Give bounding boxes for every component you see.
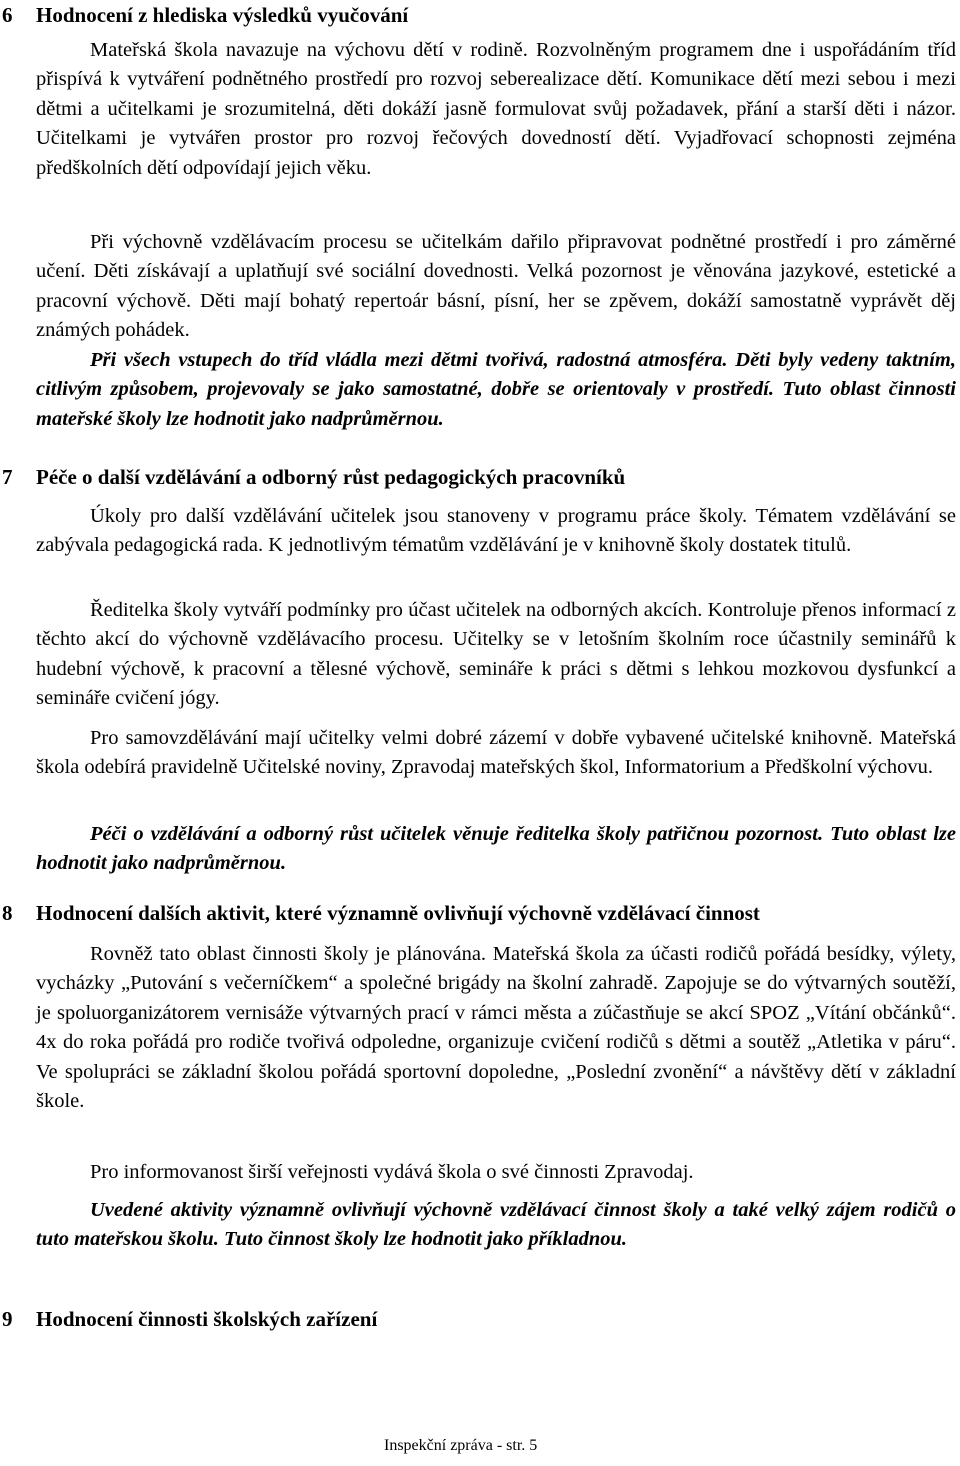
paragraph: Pro samovzdělávání mají učitelky velmi dobré zázemí v dobře vybavené učitelské knihovně. Mateřská škola odebírá pravidelně Učitelské noviny, Zpravodaj mateřských škol, Informatorium a Předškolní výchovu.: [36, 727, 956, 779]
section-title: Péče o další vzdělávání a odborný růst pedagogických pracovníků: [36, 465, 626, 489]
paragraph: Pro informovanost širší veřejnosti vydává škola o své činnosti Zpravodaj.: [90, 1161, 694, 1183]
section-number: 7: [2, 465, 13, 489]
section-number: 9: [2, 1307, 13, 1331]
paragraph: Mateřská škola navazuje na výchovu dětí v rodině. Rozvolněným programem dne i uspořádáním tříd přispívá k vytváření podnětného prostředí pro rozvoj seberealizace dětí. Komunikace dětí mezi sebou i mezi dětmi a učitelkami je srozumitelná, děti dokáží jasně formulovat svůj požadavek, přání a starší děti i názor. Učitelkami je vytvářen prostor pro rozvoj řečových dovedností dětí. Vyjadřovací schopnosti zejména předškolních dětí odpovídají jejich věku.: [36, 39, 956, 179]
section-title: Hodnocení činnosti školských zařízení: [36, 1307, 378, 1331]
section-title: Hodnocení dalších aktivit, které významně ovlivňují výchovně vzdělávací činnost: [36, 901, 760, 925]
section-conclusion: Uvedené aktivity významně ovlivňují výchovně vzdělávací činnost školy a také velký zájem rodičů o tuto mateřskou školu. Tuto činnost školy lze hodnotit jako příkladnou.: [36, 1199, 956, 1251]
section-number: 8: [2, 901, 13, 925]
section-title: Hodnocení z hlediska výsledků vyučování: [36, 3, 409, 27]
section-conclusion: Péči o vzdělávání a odborný růst učitelek věnuje ředitelka školy patřičnou pozornost. Tuto oblast lze hodnotit jako nadprůměrnou.: [36, 823, 956, 875]
paragraph: Rovněž tato oblast činnosti školy je plánována. Mateřská škola za účasti rodičů pořádá besídky, výlety, vycházky „Putování s večerníčkem“ a společné brigády na školní zahradě. Zapojuje se do výtvarných soutěží, je spoluorganizátorem vernisáže výtvarných prací v rámci města a zúčastňuje se akcí SPOZ „Vítání občánků“. 4x do roka pořádá pro rodiče tvořivá odpoledne, organizuje cvičení rodičů s dětmi a soutěž „Atletika v páru“. Ve spolupráci se základní školou pořádá sportovní dopoledne, „Poslední zvonění“ a návštěvy dětí v základní škole.: [36, 943, 956, 1113]
paragraph: Při výchovně vzdělávacím procesu se učitelkám dařilo připravovat podnětné prostředí i pro záměrné učení. Děti získávají a uplatňují své sociální dovednosti. Velká pozornost je věnována jazykové, estetické a pracovní výchově. Děti mají bohatý repertoár básní, písní, her se zpěvem, dokáží samostatně vyprávět děj známých pohádek.: [36, 231, 956, 342]
section-number: 6: [2, 3, 13, 27]
page-footer: Inspekční zpráva - str. 5: [384, 1437, 538, 1454]
section-conclusion: Při všech vstupech do tříd vládla mezi dětmi tvořivá, radostná atmosféra. Děti byly vedeny taktním, citlivým způsobem, projevovaly se jako samostatné, dobře se orientovaly v prostředí. Tuto oblast činnosti mateřské školy lze hodnotit jako nadprůměrnou.: [36, 349, 956, 430]
paragraph: Úkoly pro další vzdělávání učitelek jsou stanoveny v programu práce školy. Tématem vzdělávání se zabývala pedagogická rada. K jednotlivým tématům vzdělávání je v knihovně školy dostatek titulů.: [36, 505, 956, 557]
paragraph: Ředitelka školy vytváří podmínky pro účast učitelek na odborných akcích. Kontroluje přenos informací z těchto akcí do výchovně vzdělávacího procesu. Učitelky se v letošním školním roce účastnily seminářů k hudební výchově, k pracovní a tělesné výchově, semináře k práci s dětmi s lehkou mozkovou dysfunkcí a semináře cvičení jógy.: [36, 599, 956, 710]
